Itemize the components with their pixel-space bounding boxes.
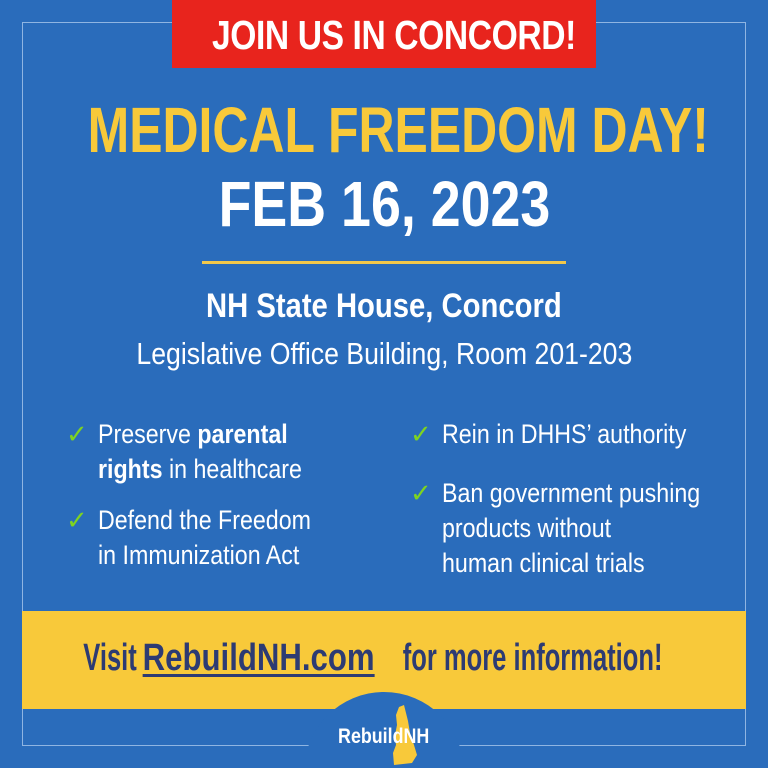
website-link[interactable]: RebuildNH.com: [142, 637, 375, 679]
event-title: MEDICAL FREEDOM DAY!: [87, 94, 709, 166]
join-banner: [172, 0, 596, 68]
divider: [202, 261, 566, 264]
list-item: ✓ Rein in DHHS’ authority: [410, 417, 750, 452]
check-icon: ✓: [66, 505, 88, 535]
event-date: FEB 16, 2023: [218, 168, 550, 240]
check-icon: ✓: [66, 419, 88, 449]
list-item: ✓ Defend the Freedom in Immunization Act: [66, 505, 311, 570]
list-item: ✓ Preserve parental rights in healthcare: [66, 419, 302, 484]
points-right: [410, 417, 750, 597]
check-icon: ✓: [410, 478, 432, 508]
list-item: ✓ Ban government pushing products without human clinical trials: [410, 478, 701, 578]
venue-room: Legislative Office Building, Room 201-203: [136, 336, 632, 371]
rebuildnh-logo: RebuildNH: [338, 725, 430, 748]
cta-text: VisitRebuildNH.comfor more information!: [82, 637, 663, 679]
venue-name: NH State House, Concord: [206, 287, 562, 325]
check-icon: ✓: [410, 419, 432, 449]
banner-text: JOIN US IN CONCORD!: [211, 12, 576, 58]
points-left: [66, 417, 386, 589]
